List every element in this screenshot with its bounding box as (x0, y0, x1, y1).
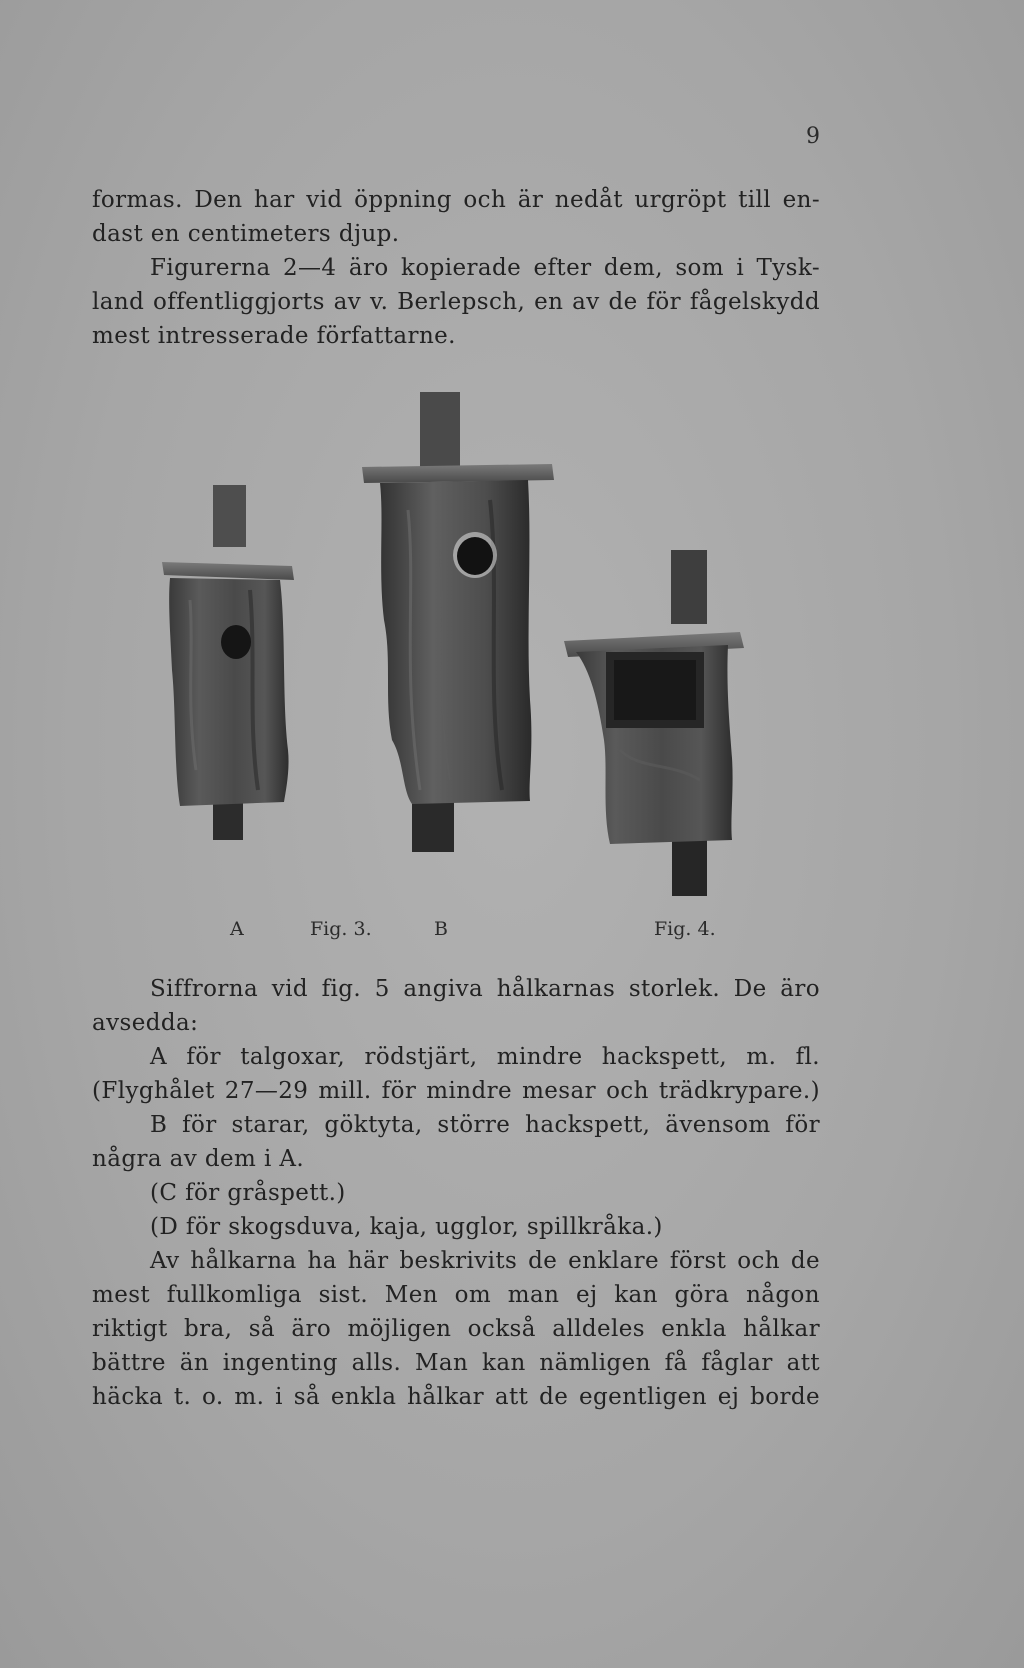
text-line: (Flyghålet 27—29 mill. för mindre mesar och trädkrypare.) (92, 1078, 820, 1104)
text-line: (C för gråspett.) (150, 1180, 346, 1206)
text-line: Figurerna 2—4 äro kopierade efter dem, som i Tysk- (150, 255, 820, 281)
text-line: land offentliggjorts av v. Berlepsch, en av de för fågelskydd (92, 289, 820, 315)
text-line: häcka t. o. m. i så enkla hålkar att de egentligen ej borde (92, 1384, 820, 1410)
text-line: Siffrorna vid fig. 5 angiva hålkarnas storlek. De äro (150, 976, 820, 1002)
birdhouse-photo (140, 370, 780, 910)
figure-label-b: B (434, 918, 448, 940)
text-line: mest fullkomliga sist. Men om man ej kan göra någon (92, 1282, 820, 1308)
birdhouse-figure (140, 370, 780, 940)
page-number: 9 (806, 124, 820, 149)
paragraph-bottom (92, 972, 820, 1414)
birdhouse-a (162, 485, 294, 840)
text-line: mest intresserade författarne. (92, 323, 456, 349)
text-line: dast en centimeters djup. (92, 221, 400, 247)
text-line: bättre än ingenting alls. Man kan nämligen få fåglar att (92, 1350, 820, 1376)
figure-caption-fig4: Fig. 4. (654, 918, 716, 940)
text-line: riktigt bra, så äro möjligen också alldeles enkla hålkar (92, 1316, 820, 1342)
text-line: avsedda: (92, 1010, 199, 1036)
birdhouse-fig4 (564, 550, 744, 896)
figure-caption-fig3: Fig. 3. (310, 918, 372, 940)
text-line: (D för skogsduva, kaja, ugglor, spillkråka.) (150, 1214, 663, 1240)
birdhouse-b (362, 392, 554, 852)
text-line: B för starar, göktyta, större hackspett, ävensom för (150, 1112, 820, 1138)
text-line: formas. Den har vid öppning och är nedåt urgröpt till en- (92, 187, 820, 213)
text-line: A för talgoxar, rödstjärt, mindre hackspett, m. fl. (150, 1044, 820, 1070)
figure-label-a: A (230, 918, 244, 940)
text-line: Av hålkarna ha här beskrivits de enklare först och de (150, 1248, 820, 1274)
text-line: några av dem i A. (92, 1146, 305, 1172)
paragraph-top (92, 183, 820, 353)
